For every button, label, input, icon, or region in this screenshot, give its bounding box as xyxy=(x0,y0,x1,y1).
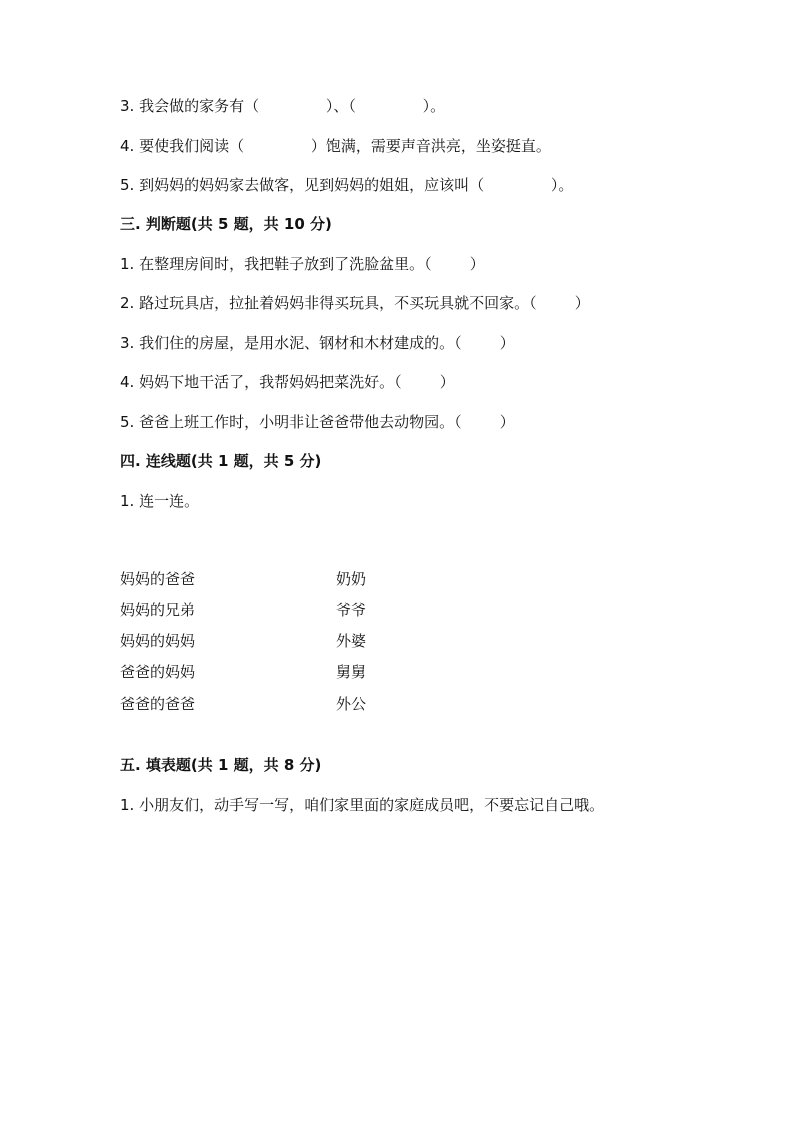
judgment-item-4: 4. 妈妈下地干活了，我帮妈妈把菜洗好。（ ） xyxy=(120,373,455,391)
section-table-fill-heading: 五. 填表题(共 1 题，共 8 分) xyxy=(120,756,322,774)
judgment-item-3: 3. 我们住的房屋，是用水泥、钢材和木材建成的。（ ） xyxy=(120,334,515,352)
judgment-item-5: 5. 爸爸上班工作时，小明非让爸爸带他去动物园。（ ） xyxy=(120,413,515,431)
matching-left-item: 妈妈的爸爸 xyxy=(120,570,196,588)
matching-left-item: 妈妈的妈妈 xyxy=(120,632,196,650)
matching-left-item: 妈妈的兄弟 xyxy=(120,601,196,619)
matching-left-item: 爸爸的爸爸 xyxy=(120,695,196,713)
section-judgment-heading: 三. 判断题(共 5 题，共 10 分) xyxy=(120,215,332,233)
table-fill-prompt: 1. 小朋友们，动手写一写，咱们家里面的家庭成员吧，不要忘记自己哦。 xyxy=(120,796,605,814)
fill-blank-item-5: 5. 到妈妈的妈妈家去做客，见到妈妈的姐姐，应该叫（ ）。 xyxy=(120,176,574,194)
judgment-item-2: 2. 路过玩具店，拉扯着妈妈非得买玩具，不买玩具就不回家。（ ） xyxy=(120,294,590,312)
matching-left-item: 爸爸的妈妈 xyxy=(120,663,196,681)
matching-right-item: 外公 xyxy=(336,695,367,713)
matching-right-item: 外婆 xyxy=(336,632,367,650)
matching-right-item: 爷爷 xyxy=(336,601,367,619)
matching-prompt: 1. 连一连。 xyxy=(120,492,200,510)
matching-right-item: 舅舅 xyxy=(336,663,367,681)
section-matching-heading: 四. 连线题(共 1 题，共 5 分) xyxy=(120,452,322,470)
fill-blank-item-4: 4. 要使我们阅读（ ）饱满，需要声音洪亮，坐姿挺直。 xyxy=(120,137,551,155)
judgment-item-1: 1. 在整理房间时，我把鞋子放到了洗脸盆里。（ ） xyxy=(120,255,485,273)
matching-right-item: 奶奶 xyxy=(336,570,367,588)
fill-blank-item-3: 3. 我会做的家务有（ ）、（ ）。 xyxy=(120,97,446,115)
